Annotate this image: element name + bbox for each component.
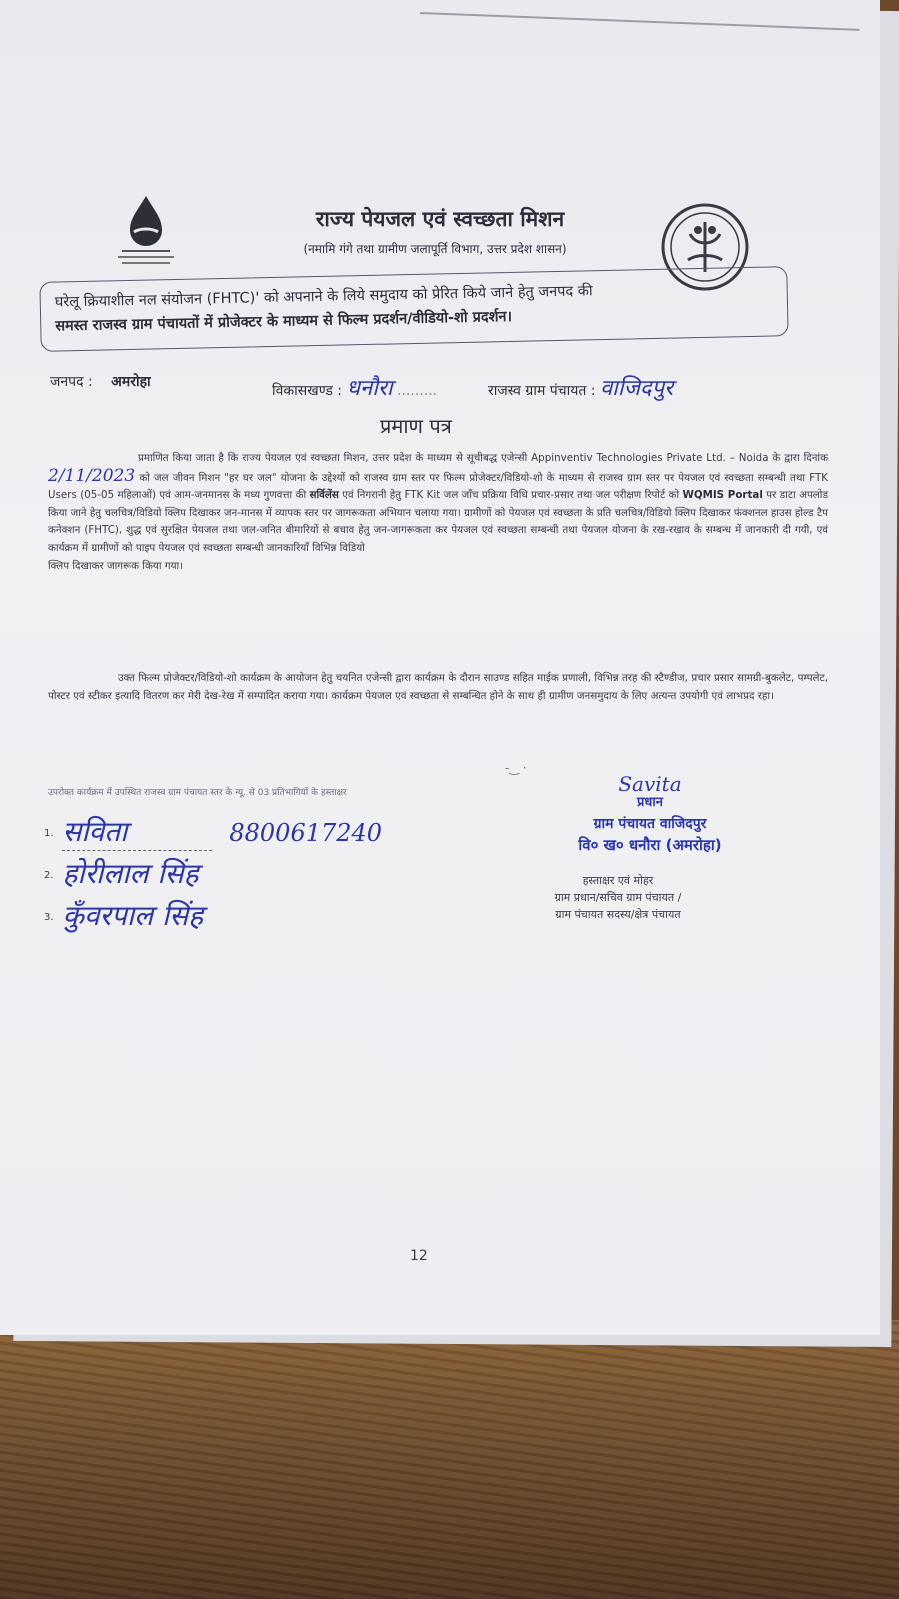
participant-name: होरीलाल सिंह	[62, 857, 199, 890]
sign-designation-1: ग्राम प्रधान/सचिव ग्राम पंचायत /	[554, 891, 682, 904]
participant-signature-list	[44, 812, 382, 938]
participant-row	[44, 854, 382, 896]
scheme-banner	[39, 266, 788, 352]
para1-bold-surveillance: सर्विलेंस	[309, 489, 339, 502]
participant-name: सविता	[62, 812, 212, 851]
para1-bold-wqmis: WQMIS Portal	[682, 489, 763, 502]
district-label: जनपद :	[50, 374, 93, 390]
district-value: अमरोहा	[111, 374, 151, 390]
participant-phone: 8800617240	[229, 819, 383, 847]
participants-note: उपरोक्त कार्यक्रम में उपस्थित राजस्व ग्राम पंचायत स्तर के न्यू. से 03 प्रतिभागियों के हस्ताक्षर	[48, 788, 347, 798]
pradhan-stamp	[520, 772, 780, 855]
block-value: धनौरा	[346, 376, 393, 401]
page-number: 12	[410, 1248, 428, 1264]
participant-number: 2.	[44, 870, 54, 881]
participant-row	[44, 896, 382, 938]
certificate-page: राज्य पेयजल एवं स्वच्छता मिशन (नमामि गंगे तथा ग्रामीण जलापूर्ति विभाग, उत्तर प्रदेश शासन) घरेलू क्रियाशील नल संयोजन (FHTC)' को अपनाने के लिये समुदाय को प्रेरित किये जाने हेतु जनपद की समस्त राजस्व ग्राम पंचायतों में प्रोजेक्टर के माध्यम से फिल्म प्रदर्शन/वीडियो-शो प्रदर्शन। जनपद : अमरोहा विकासखण्ड : धनौरा ......... राजस्व ग्राम पंचायत : वाजिदपुर प्रमाण पत्र प्रमाणित किया जाता है कि राज्य पेयजल एवं स्वच्छता मिशन, उत्तर प्रदेश के माध्यम से सूचीबद्ध एजेन्सी Appinventiv Technologies Private Ltd. – Noida के द्वारा दिनांक 2/11/2023 को जल जीवन मिशन "हर घर जल" योजना के उद्देश्यों को राजस्व ग्राम स्तर पर फिल्म प्रोजेक्टर/विडियो-शो के माध्यम से राजस्व ग्राम स्तर पर पेयजल एवं स्वच्छता सम्बन्धी तथा FTK Users (05-05 महिलाओं) एवं आम-जनमानस के मध्य गुणवत्ता की सर्विलेंस एवं निगरानी हेतु FTK Kit जल जाँच प्रक्रिया विधि प्रचार-प्रसार तथा जल परीक्षण रिपोर्ट को WQMIS Portal पर डाटा अपलोड किया जाने हेतु चलचित्र/विडियो क्लिप दिखाकर जन-मानस में व्यापक स्तर पर जागरूकता अभियान चलाया गया। ग्रामीणों को पेयजल एवं स्वच्छता के प्रति चलचित्र/विडियो क्लिप दिखाकर फंक्शनल हाउस होल्ड टैप कनेक्शन (FHTC), शुद्ध एवं सुरक्षित पेयजल तथा जल-जनित बीमारियों से बचाव हेतु जन-जागरूकता कर पेयजल एवं स्वच्छता सम्बन्धी तथा पेयजल योजना के रख-रखाव के सम्बन्ध में जानकारी दी गयी, एवं कार्यक्रम में ग्रामीणों को पाइप पेयजल एवं स्वच्छता सम्बन्धी जानकारियाँ विभिन्न विडियो क्लिप दिखाकर जागरूक किया गया। उक्त फिल्म प्रोजेक्टर/विडियो-शो कार्यक्रम के आयोजन हेतु चयनित एजेन्सी द्वारा कार्यक्रम के दौरान साउण्ड सहित माईक प्रणाली, विभिन्न तरह की स्टैण्डीज, प्रचार प्रसार सामग्री-बुकलेट, पम्पलेट, पोस्टर एवं स्टीकर इत्यादि वितरण कर मेरी देख-रेख में सम्पादित कराया गया। कार्यक्रम पेयजल एवं स्वच्छता से सम्बन्धित होने के साथ ही ग्रामीण जनसमुदाय के लिए अत्यन्त उपयोगी एवं लाभप्रद रहा। -‿ · उपरोक्त कार्यक्रम में उपस्थित राजस्व ग्राम पंचायत स्तर के न्यू. से 03 प्रतिभागियों के हस्ताक्षर 1. सविता 8800617240 2. होरीलाल सिंह 3. कुँवरपाल सिंह Savita प्रधान ग्राम पंचायत वाजिदपुर वि० ख० धनौरा (अमरोहा) हस्ताक्षर एवं मोहर ग्राम प्रधान/सचिव ग्राम पंचायत / ग्राम पंचायत सदस्य/क्षेत्र पंचायत 12	[0, 0, 880, 1335]
panchayat-field	[488, 372, 673, 402]
sign-designation-2: ग्राम पंचायत सदस्य/क्षेत्र पंचायत	[555, 908, 681, 921]
para1-part-d: पर डाटा अपलोड किया जाने हेतु चलचित्र/विडियो क्लिप दिखाकर जन-मानस में व्यापक स्तर पर जागरूकता अभियान चलाया गया। ग्रामीणों को पेयजल एवं स्वच्छता के प्रति चलचित्र/विडियो क्लिप दिखाकर फंक्शनल हाउस होल्ड टैप कनेक्शन (FHTC), शुद्ध एवं सुरक्षित पेयजल तथा जल-जनित बीमारियों से बचाव हेतु जन-जागरूकता कर पेयजल एवं स्वच्छता सम्बन्धी तथा पेयजल योजना के रख-रखाव के सम्बन्ध में जानकारी दी गयी, एवं कार्यक्रम में ग्रामीणों को पाइप पेयजल एवं स्वच्छता सम्बन्धी जानकारियाँ विभिन्न विडियो	[48, 489, 828, 554]
stamp-panchayat: ग्राम पंचायत वाजिदपुर	[593, 816, 707, 832]
banner-line-2: समस्त राजस्व ग्राम पंचायतों में प्रोजेक्टर के माध्यम से फिल्म प्रदर्शन/वीडियो-शो प्रदर्शन।	[55, 308, 513, 335]
panchayat-label: राजस्व ग्राम पंचायत :	[488, 383, 596, 399]
certificate-paragraph-1	[48, 450, 828, 575]
program-date: 2/11/2023	[48, 465, 136, 486]
banner-line-1: घरेलू क्रियाशील नल संयोजन (FHTC)' को अपनाने के लिये समुदाय को प्रेरित किये जाने हेतु जनपद की	[54, 283, 593, 311]
participant-number: 3.	[44, 912, 54, 923]
para1-part-c: एवं निगरानी हेतु FTK Kit जल जाँच प्रक्रिया विधि प्रचार-प्रसार तथा जल परीक्षण रिपोर्ट को	[342, 489, 680, 502]
mission-title: राज्य पेयजल एवं स्वच्छता मिशन	[315, 207, 565, 231]
para1-part-b: को जल जीवन मिशन "हर घर जल" योजना के उद्देश्यों को राजस्व ग्राम स्तर पर फिल्म प्रोजेक्टर/विडियो-शो के माध्यम से राजस्व ग्राम स्तर पर पेयजल एवं स्वच्छता सम्बन्धी तथा FTK Users (05-05 महिलाओं) एवं आम-जनमानस के मध्य गुणवत्ता की	[48, 471, 829, 502]
block-field: विकासखण्ड : धनौरा .........	[272, 376, 438, 401]
para1-part-e: क्लिप दिखाकर जागरूक किया गया।	[48, 559, 184, 572]
participant-name: कुँवरपाल सिंह	[62, 899, 204, 932]
district-field	[50, 372, 151, 391]
water-drop-logo-icon	[108, 192, 184, 268]
block-label: विकासखण्ड :	[272, 383, 343, 399]
certificate-paragraph-2: उक्त फिल्म प्रोजेक्टर/विडियो-शो कार्यक्रम के आयोजन हेतु चयनित एजेन्सी द्वारा कार्यक्रम के दौरान साउण्ड सहित माईक प्रणाली, विभिन्न तरह की स्टैण्डीज, प्रचार प्रसार सामग्री-बुकलेट, पम्पलेट, पोस्टर एवं स्टीकर इत्यादि वितरण कर मेरी देख-रेख में सम्पादित कराया गया। कार्यक्रम पेयजल एवं स्वच्छता से सम्बन्धित होने के साथ ही ग्रामीण जनसमुदाय के लिए अत्यन्त उपयोगी एवं लाभप्रद रहा।	[48, 672, 828, 702]
wooden-table-background	[0, 1320, 899, 1599]
stamp-role: प्रधान	[637, 795, 663, 810]
panchayat-value: वाजिदपुर	[599, 376, 674, 401]
participant-number: 1.	[44, 828, 54, 839]
certificate-title: प्रमाण पत्र	[380, 414, 452, 438]
signature-designation-block	[508, 872, 728, 923]
pradhan-signature: Savita	[618, 772, 682, 796]
stamp-block: वि० ख० धनौरा (अमरोहा)	[578, 836, 722, 854]
department-subtitle: (नमामि गंगे तथा ग्रामीण जलापूर्ति विभाग, उत्तर प्रदेश शासन)	[303, 242, 567, 256]
participant-row	[44, 812, 382, 854]
sign-seal-label: हस्ताक्षर एवं मोहर	[582, 874, 654, 887]
para1-part-a: प्रमाणित किया जाता है कि राज्य पेयजल एवं स्वच्छता मिशन, उत्तर प्रदेश के माध्यम से सूचीबद्ध एजेन्सी Appinventiv Technologies Private Ltd. – Noida के द्वारा दिनांक	[138, 452, 828, 464]
page-edge-line	[420, 12, 860, 31]
